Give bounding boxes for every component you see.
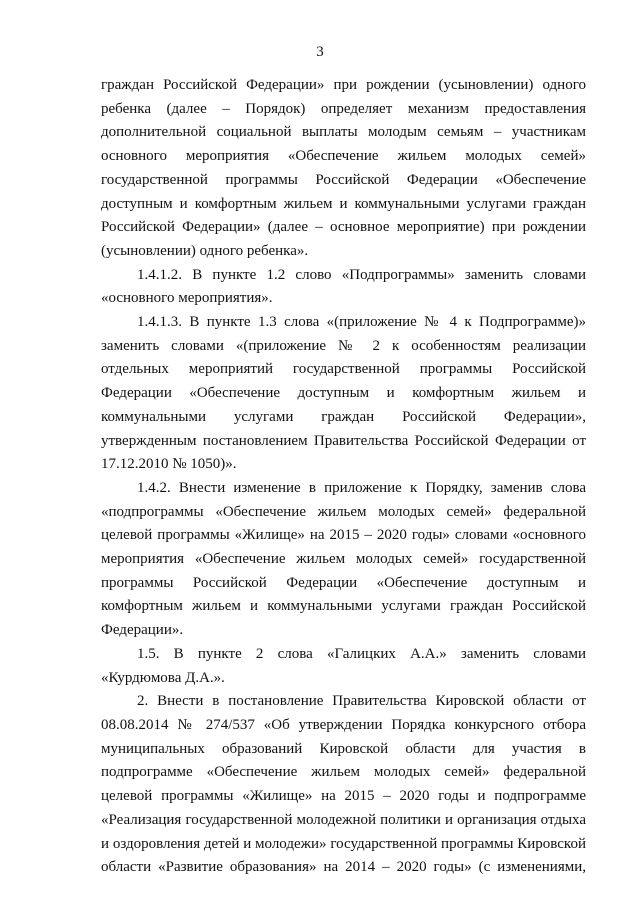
page-number: 3 bbox=[316, 44, 324, 60]
document-body bbox=[101, 74, 586, 880]
paragraph-1-4-1-3: 1.4.1.3. В пункте 1.3 слова «(приложение № 4 к Подпрограмме)» заменить словами «(приложение № 2 к особенностям реализации отдельных мероприятий государственной программы Российской Федерации «Обеспечение доступным и комфортным жильем и коммунальными услугами граждан Российской Федерации», утвержденным постановлением Правительства Российской Федерации от 17.12.2010 № 1050)». bbox=[101, 314, 586, 473]
paragraph-1-4-1-2: 1.4.1.2. В пункте 1.2 слово «Подпрограммы» заменить словами «основного мероприятия». bbox=[101, 266, 586, 307]
paragraph-1-5: 1.5. В пункте 2 слова «Галицких А.А.» заменить словами «Курдюмова Д.А.». bbox=[101, 645, 586, 686]
paragraph-1-4-2: 1.4.2. Внести изменение в приложение к Порядку, заменив слова «подпрограммы «Обеспечение жильем молодых семей» федеральной целевой программы «Жилище» на 2015 – 2020 годы» словами «основного мероприятия «Обеспечение жильем молодых семей» государственной программы Российской Федерации «Обеспечение доступным и комфортным жильем и коммунальными услугами граждан Российской Федерации». bbox=[101, 479, 586, 639]
paragraph-2: 2. Внести в постановление Правительства Кировской области от 08.08.2014 № 274/537 «Об утверждении Порядка конкурсного отбора муниципальных образований Кировской области для участия в подпрограмме «Обеспечение жильем молодых семей» федеральной целевой программы «Жилище» на 2015 – 2020 годы и подпрограмме «Реализация государственной молодежной политики и организация отдыха и оздоровления детей и молодежи» государственной программы Кировской области «Развитие образования» на 2014 – 2020 годы» (с изменениями, bbox=[101, 693, 586, 876]
paragraph-continuation: граждан Российской Федерации» при рождении (усыновлении) одного ребенка (далее – Порядок) определяет механизм предоставления дополнительной социальной выплаты молодым семьям – участникам основного мероприятия «Обеспечение жильем молодых семей» государственной программы Российской Федерации «Обеспечение доступным и комфортным жильем и коммунальными услугами граждан Российской Федерации» (далее – основное мероприятие) при рождении (усыновлении) одного ребенка». bbox=[101, 77, 586, 259]
